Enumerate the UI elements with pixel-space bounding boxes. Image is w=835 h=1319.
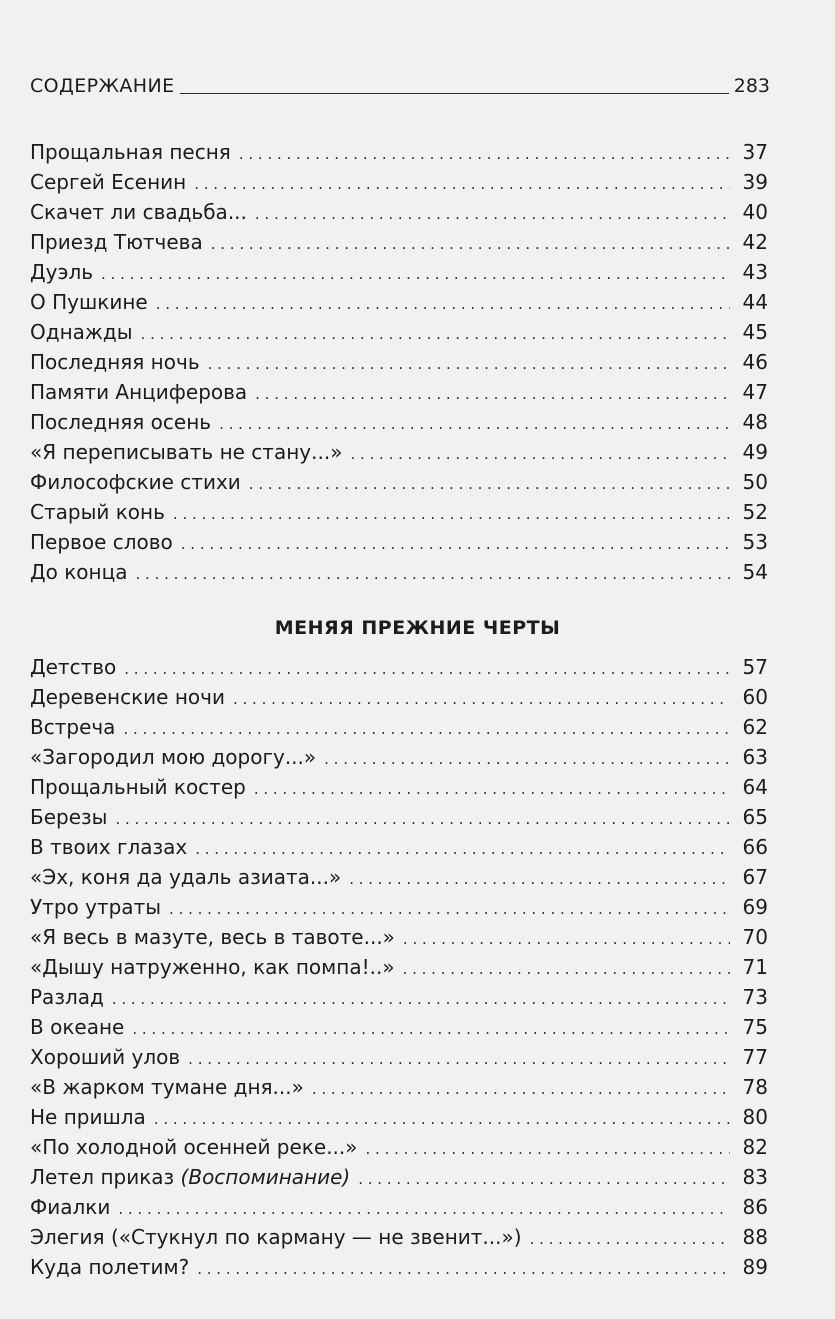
toc-entry-page: 67 [742,865,768,889]
toc-entry [30,1012,768,1042]
toc-entry-title: «Я весь в мазуте, весь в тавоте...» [30,925,395,949]
dot-leader [115,804,730,834]
dot-leader [188,1044,730,1074]
toc-entry-title: Последняя ночь [30,350,200,374]
dot-leader [312,1074,730,1104]
toc-entry [30,287,768,317]
toc-entry-page: 77 [742,1045,768,1069]
toc-entry-title: Элегия («Стукнул по карману — не звенит...») [30,1225,522,1249]
toc-entry [30,1162,768,1192]
toc-entry [30,347,768,377]
toc-entry [30,772,768,802]
toc-entry-page: 45 [742,320,768,344]
toc-entry-title: Однажды [30,320,133,344]
dot-leader [530,1224,730,1254]
dot-leader [255,379,730,409]
dot-leader [350,439,730,469]
dot-leader [195,834,730,864]
toc-entry [30,922,768,952]
toc-entry [30,527,768,557]
dot-leader [112,984,730,1014]
toc-entry-note: (Воспоминание) [180,1165,351,1189]
section-heading: МЕНЯЯ ПРЕЖНИЕ ЧЕРТЫ [274,617,561,639]
toc-entry-title: «Загородил мою дорогу...» [30,745,317,769]
dot-leader [124,654,730,684]
toc-entry-page: 42 [742,230,768,254]
toc-entry-title: Встреча [30,715,116,739]
dot-leader [233,684,730,714]
toc-entry-title: Летел приказ (Воспоминание) [30,1165,351,1189]
toc-entry-page: 60 [742,685,768,709]
toc-entry-title: В океане [30,1015,125,1039]
dot-leader [366,1134,731,1164]
toc-entry-page: 80 [742,1105,768,1129]
dot-leader [173,499,730,529]
toc-entry-page: 73 [742,985,768,1009]
toc-entry-page: 50 [742,470,768,494]
toc-entry [30,1192,768,1222]
toc-entry-title: Старый конь [30,500,165,524]
toc-entry-page: 78 [742,1075,768,1099]
toc-entry [30,1222,768,1252]
toc-entry-page: 65 [742,805,768,829]
toc-entry-title: «По холодной осенней реке...» [30,1135,358,1159]
toc-entry-page: 46 [742,350,768,374]
dot-leader [141,319,730,349]
toc-entry-title: Утро утраты [30,895,162,919]
toc-entry-page: 40 [742,200,768,224]
toc-entry-title: Приезд Тютчева [30,230,203,254]
toc-entry-title: «Эх, коня да удаль азиата...» [30,865,342,889]
toc-entry-title: Дуэль [30,260,94,284]
toc-entry-page: 89 [742,1255,768,1279]
toc-entry [30,167,768,197]
toc-entry-title: Деревенские ночи [30,685,225,709]
toc-entry [30,377,768,407]
toc-entry-title: Разлад [30,985,104,1009]
toc-entry-page: 69 [742,895,768,919]
dot-leader [254,774,730,804]
dot-leader [194,169,730,199]
dot-leader [123,714,730,744]
toc-entry [30,652,768,682]
page-number: 283 [733,75,770,97]
toc-entry [30,712,768,742]
toc-entry-page: 71 [742,955,768,979]
toc-entry-title: «Я переписывать не стану...» [30,440,343,464]
toc-entry-page: 63 [742,745,768,769]
toc-entry-title: Не пришла [30,1105,146,1129]
toc-entry [30,317,768,347]
dot-leader [358,1164,730,1194]
toc-entry-page: 47 [742,380,768,404]
toc-entry-title: Березы [30,805,108,829]
toc-entry-page: 53 [742,530,768,554]
toc-entry [30,467,768,497]
toc-entry [30,832,768,862]
toc-entry-title: Последняя осень [30,410,212,434]
toc-list-part2 [30,652,768,1282]
toc-entry-title: Первое слово [30,530,173,554]
toc-entry-page: 54 [742,560,768,584]
toc-entry-title: Скачет ли свадьба... [30,200,247,224]
toc-entry [30,682,768,712]
toc-entry-page: 64 [742,775,768,799]
toc-entry [30,892,768,922]
toc-entry-page: 70 [742,925,768,949]
toc-entry [30,1072,768,1102]
toc-entry-page: 82 [742,1135,768,1159]
toc-entry [30,197,768,227]
dot-leader [156,289,730,319]
toc-entry-page: 48 [742,410,768,434]
toc-entry-page: 49 [742,440,768,464]
toc-entry [30,257,768,287]
toc-entry [30,742,768,772]
toc-entry [30,497,768,527]
toc-entry-title: Философские стихи [30,470,241,494]
dot-leader [169,894,730,924]
toc-entry-page: 39 [742,170,768,194]
toc-entry [30,407,768,437]
toc-entry-title: До конца [30,560,128,584]
toc-list-part1 [30,137,768,587]
toc-entry-title: «В жарком тумане дня...» [30,1075,304,1099]
toc-entry [30,952,768,982]
toc-entry-page: 44 [742,290,768,314]
toc-entry-page: 37 [742,140,768,164]
dot-leader [208,349,730,379]
toc-entry [30,137,768,167]
toc-entry-page: 88 [742,1225,768,1249]
dot-leader [181,529,730,559]
toc-entry-title: Прощальный костер [30,775,246,799]
toc-entry-page: 57 [742,655,768,679]
header-title: СОДЕРЖАНИЕ [30,75,175,97]
toc-entry-page: 83 [742,1165,768,1189]
dot-leader [249,469,730,499]
toc-entry-page: 62 [742,715,768,739]
dot-leader [211,229,730,259]
toc-entry-page: 43 [742,260,768,284]
dot-leader [403,954,730,984]
toc-entry [30,862,768,892]
toc-entry [30,1252,768,1282]
dot-leader [403,924,730,954]
toc-entry [30,982,768,1012]
toc-entry-title: Детство [30,655,117,679]
dot-leader [101,259,730,289]
toc-entry [30,557,768,587]
toc-entry-page: 75 [742,1015,768,1039]
toc-entry-title: Сергей Есенин [30,170,187,194]
dot-leader [197,1254,730,1284]
running-header [30,70,770,104]
toc-entry-title: Памяти Анциферова [30,380,248,404]
toc-entry [30,437,768,467]
dot-leader [219,409,730,439]
toc-entry [30,1042,768,1072]
dot-leader [349,864,730,894]
toc-entry-title: Куда полетим? [30,1255,190,1279]
dot-leader [118,1194,730,1224]
dot-leader [135,559,730,589]
dot-leader [324,744,730,774]
dot-leader [154,1104,730,1134]
header-rule [180,93,729,94]
toc-entry-title: Фиалки [30,1195,111,1219]
toc-entry [30,802,768,832]
toc-entry-page: 52 [742,500,768,524]
toc-entry [30,227,768,257]
toc-entry-title: «Дышу натруженно, как помпа!..» [30,955,395,979]
toc-entry-page: 66 [742,835,768,859]
toc-entry [30,1132,768,1162]
toc-entry-title: Хороший улов [30,1045,181,1069]
dot-leader [132,1014,730,1044]
toc-entry [30,1102,768,1132]
toc-entry-title: Прощальная песня [30,140,231,164]
dot-leader [255,199,730,229]
toc-entry-page: 86 [742,1195,768,1219]
toc-entry-title: О Пушкине [30,290,148,314]
dot-leader [239,139,730,169]
toc-entry-title: В твоих глазах [30,835,188,859]
